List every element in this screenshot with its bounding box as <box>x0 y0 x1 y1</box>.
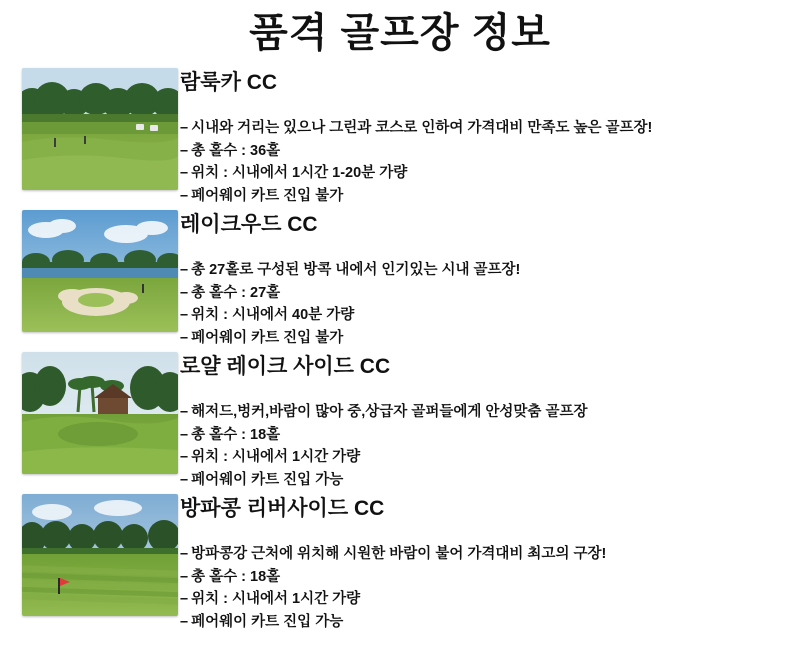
bullet-item <box>180 327 800 349</box>
bullet-item <box>180 162 800 184</box>
course-thumbnail-wrap <box>0 68 178 190</box>
course-thumbnail-wrap <box>0 352 178 474</box>
bullet-item <box>180 282 800 304</box>
bangpakong-riverside-cc-photo <box>22 494 178 616</box>
page-title: 품격 골프장 정보 <box>249 11 551 55</box>
bullet-item <box>180 304 800 326</box>
bullet-marker: – <box>180 329 189 346</box>
bullet-marker: – <box>180 142 189 159</box>
bullet-text: 페어웨이 카트 진입 가능 <box>191 471 344 488</box>
bullet-text: 페어웨이 카트 진입 불가 <box>191 329 344 346</box>
course-item <box>0 494 800 633</box>
course-item <box>0 210 800 349</box>
bullet-text: 총 홀수 : 18홀 <box>191 426 281 443</box>
course-details <box>178 68 800 207</box>
bullet-item <box>180 259 800 281</box>
bullet-item <box>180 401 800 423</box>
bullet-item <box>180 543 800 565</box>
course-item <box>0 352 800 491</box>
course-details <box>178 352 800 491</box>
bullet-item <box>180 446 800 468</box>
lakewood-cc-photo <box>22 210 178 332</box>
course-item <box>0 68 800 207</box>
bullet-marker: – <box>180 546 189 563</box>
bullet-marker: – <box>180 449 189 466</box>
bullet-marker: – <box>180 613 189 630</box>
course-list <box>0 62 800 633</box>
course-thumbnail-wrap <box>0 494 178 616</box>
lamluka-cc-photo <box>22 68 178 190</box>
course-bullets <box>180 401 800 491</box>
bullet-marker: – <box>180 426 189 443</box>
bullet-item <box>180 611 800 633</box>
bullet-text: 방파콩강 근처에 위치해 시원한 바람이 불어 가격대비 최고의 구장! <box>191 546 607 563</box>
course-name: 방파콩 리버사이드 CC <box>180 497 385 521</box>
bullet-item <box>180 185 800 207</box>
course-bullets <box>180 117 800 207</box>
bullet-item <box>180 469 800 491</box>
course-name: 로얄 레이크 사이드 CC <box>180 355 391 379</box>
bullet-text: 총 27홀로 구성된 방콕 내에서 인기있는 시내 골프장! <box>191 262 521 279</box>
bullet-text: 페어웨이 카트 진입 가능 <box>191 613 344 630</box>
course-details <box>178 494 800 633</box>
bullet-text: 위치 : 시내에서 1시간 가량 <box>191 449 361 466</box>
bullet-item <box>180 588 800 610</box>
bullet-item <box>180 424 800 446</box>
bullet-marker: – <box>180 591 189 608</box>
bullet-marker: – <box>180 307 189 324</box>
bullet-marker: – <box>180 165 189 182</box>
course-name: 람룩카 CC <box>180 71 278 94</box>
bullet-text: 위치 : 시내에서 1시간 1-20분 가량 <box>191 165 408 182</box>
bullet-marker: – <box>180 568 189 585</box>
course-thumbnail-wrap <box>0 210 178 332</box>
bullet-text: 페어웨이 카트 진입 불가 <box>191 187 344 204</box>
bullet-item <box>180 117 800 139</box>
bullet-marker: – <box>180 284 189 301</box>
course-name: 레이크우드 CC <box>180 213 318 237</box>
royal-lakeside-cc-photo <box>22 352 178 474</box>
course-bullets <box>180 543 800 633</box>
bullet-item <box>180 566 800 588</box>
bullet-text: 총 홀수 : 27홀 <box>191 284 281 301</box>
bullet-text: 시내와 거리는 있으나 그린과 코스로 인하여 가격대비 만족도 높은 골프장! <box>191 120 653 137</box>
bullet-text: 해저드,벙커,바람이 많아 중,상급자 골퍼들에게 안성맞춤 골프장 <box>191 404 588 421</box>
bullet-text: 총 홀수 : 36홀 <box>191 142 281 159</box>
bullet-item <box>180 140 800 162</box>
bullet-marker: – <box>180 187 189 204</box>
bullet-marker: – <box>180 404 189 421</box>
bullet-marker: – <box>180 120 189 137</box>
bullet-text: 위치 : 시내에서 40분 가량 <box>191 307 355 324</box>
bullet-text: 위치 : 시내에서 1시간 가량 <box>191 591 361 608</box>
bullet-marker: – <box>180 471 189 488</box>
bullet-text: 총 홀수 : 18홀 <box>191 568 281 585</box>
course-bullets <box>180 259 800 349</box>
course-details <box>178 210 800 349</box>
bullet-marker: – <box>180 262 189 279</box>
